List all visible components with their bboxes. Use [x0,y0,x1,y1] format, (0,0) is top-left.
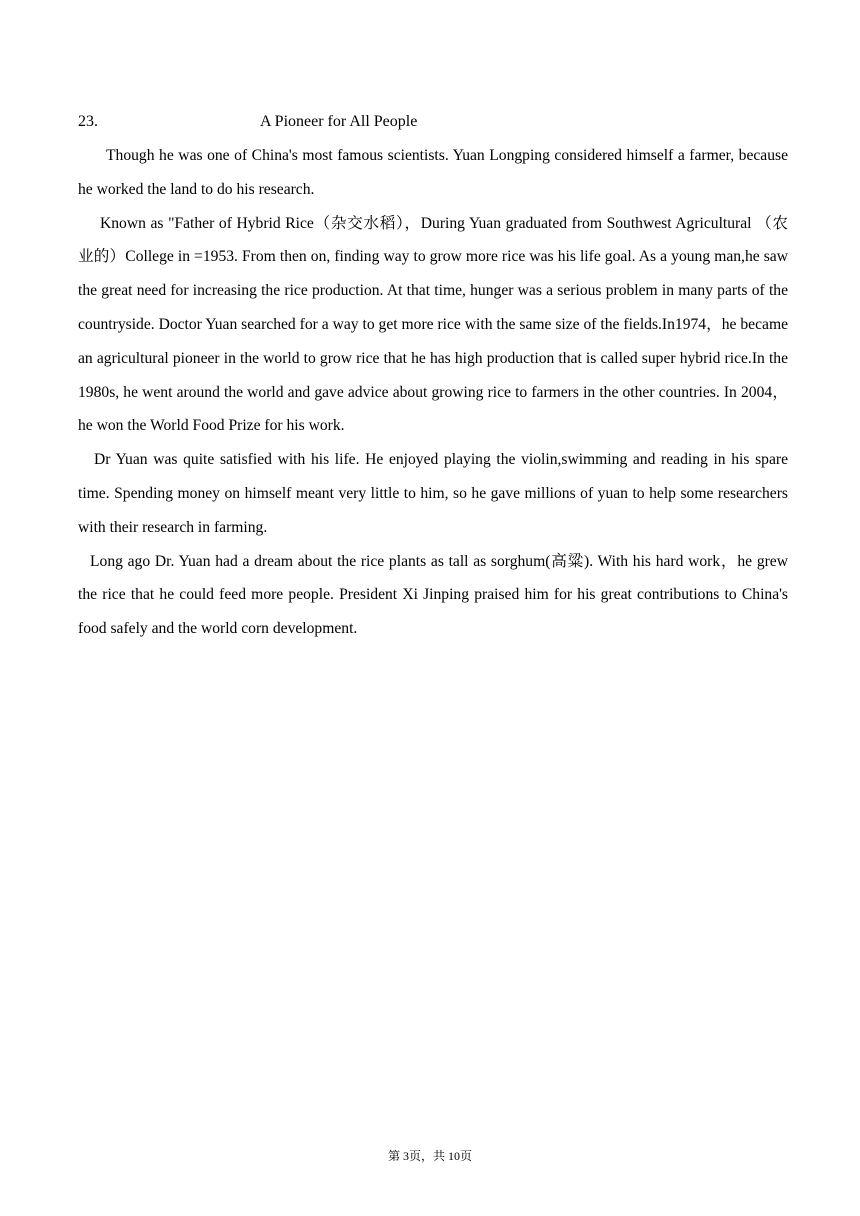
question-heading [78,110,778,134]
paragraph-intro: Though he was one of China's most famous scientists. Yuan Longping considered himself a farmer, because he worked the land to do his research. [78,147,788,198]
paragraph-personal-life: Dr Yuan was quite satisfied with his life. He enjoyed playing the violin,swimming and reading in his spare time. Spending money on himself meant very little to him, so he gave millions of yuan to help some researchers with their research in farming. [78,451,788,536]
question-number: 23. [78,113,98,130]
passage-body [78,139,788,646]
page-number-footer: 第 3页，共 10页 [387,1149,472,1163]
paragraph-career: Known as "Father of Hybrid Rice（杂交水稻），During Yuan graduated from Southwest Agricultural （农业的）College in =1953. From then on, finding way to grow more rice was his life goal. As a young man,he saw the great need for increasing the rice production. At that time, hunger was a serious problem in many parts of the countryside. Doctor Yuan searched for a way to get more rice with the same size of the fields.In1974，he became an agricultural pioneer in the world to grow rice that he has high production that is called super hybrid rice.In the 1980s, he went around the world and gave advice about growing rice to farmers in the other countries. In 2004，he won the World Food Prize for his work. [78,214,788,435]
paragraph-dream: Long ago Dr. Yuan had a dream about the rice plants as tall as sorghum(高粱). With his hard work，he grew the rice that he could feed more people. President Xi Jinping praised him for his great contributions to China's food safely and the world corn development. [78,552,788,638]
passage-title: A Pioneer for All People [260,113,418,130]
